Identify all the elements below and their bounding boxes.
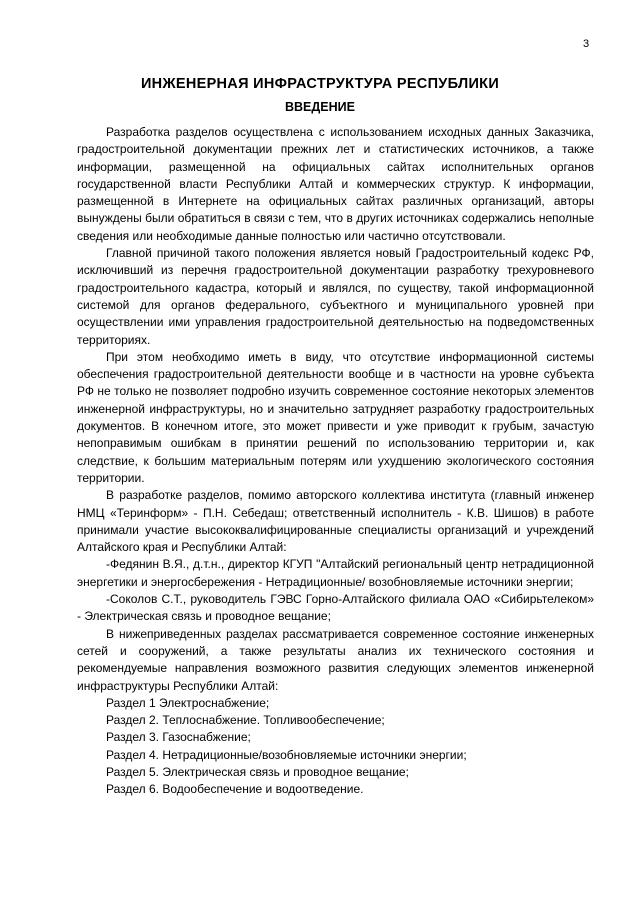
- section-list-item: Раздел 1 Электроснабжение;: [106, 695, 270, 710]
- section-list-item: Раздел 2. Теплоснабжение. Топливообеспечение;: [106, 713, 385, 728]
- section-list-item: Раздел 3. Газоснабжение;: [106, 730, 251, 745]
- page-number: 3: [583, 38, 590, 50]
- section-list-item: Раздел 4. Нетрадиционные/возобновляемые источники энергии;: [106, 747, 467, 762]
- paragraph: В разработке разделов, помимо авторского коллектива института (главный инженер НМЦ «Теринформ» - П.Н. Себедаш; ответственный исполнитель - К.В. Шишов) в работе принимали участие высококвалифицированные специалисты организаций и учреждений Алтайского края и Республики Алтай:: [77, 488, 594, 555]
- document-title: ИНЖЕНЕРНАЯ ИНФРАСТРУКТУРА РЕСПУБЛИКИ: [140, 76, 500, 92]
- paragraph: Главной причиной такого положения является новый Градостроительный кодекс РФ, исключивший из перечня градостроительной документации разработку трехуровневого градостроительного кадастра, который и являлся, по существу, такой информационной системой для органов федерального, субъектного и муниципального уровней при осуществлении ими управления градостроительной деятельностью на подведомственных территориях.: [77, 246, 594, 347]
- document-body: [77, 124, 594, 799]
- paragraph-contributor: -Федянин В.Я., д.т.н., директор КГУП "Алтайский региональный центр нетрадиционной энергетики и энергосбережения - Нетрадиционные/ возобновляемые источники энергии;: [77, 557, 594, 589]
- section-list-item: Раздел 6. Водообеспечение и водоотведение.: [106, 782, 364, 797]
- section-list: [77, 695, 594, 799]
- section-heading: ВВЕДЕНИЕ: [285, 100, 355, 114]
- paragraph: В нижеприведенных разделах рассматривается современное состояние инженерных сетей и сооружений, а также результаты анализ их технического состояния и рекомендуемые направления возможного развития следующих элементов инженерной инфраструктуры Республики Алтай:: [77, 626, 594, 693]
- paragraph: Разработка разделов осуществлена с использованием исходных данных Заказчика, градостроительной документации прежних лет и статистических источников, а также информации, размещенной на официальных сайтах исполнительных органов государственной власти Республики Алтай и коммерческих структур. К информации, размещенной в Интернете на официальных сайтах различных организаций, авторы вынуждены были обратиться в связи с тем, что в других источниках содержались неполные сведения или необходимые данные полностью или частично отсутствовали.: [77, 125, 594, 243]
- paragraph: При этом необходимо иметь в виду, что отсутствие информационной системы обеспечения градостроительной деятельности вообще и в частности на уровне субъекта РФ не только не позволяет подробно изучить современное состояние некоторых элементов инженерной инфраструктуры, но и значительно затрудняет разработку градостроительных документов. В конечном итоге, это может привести и уже приводит к грубым, зачастую непоправимым ошибкам в принятии решений по использованию территории и, как следствие, к большим материальным потерям или ухудшению экологического состояния территории.: [77, 349, 594, 485]
- section-list-item: Раздел 5. Электрическая связь и проводное вещание;: [106, 764, 409, 779]
- paragraph-contributor: -Соколов С.Т., руководитель ГЭВС Горно-Алтайского филиала ОАО «Сибирьтелеком» - Электрическая связь и проводное вещание;: [77, 592, 594, 624]
